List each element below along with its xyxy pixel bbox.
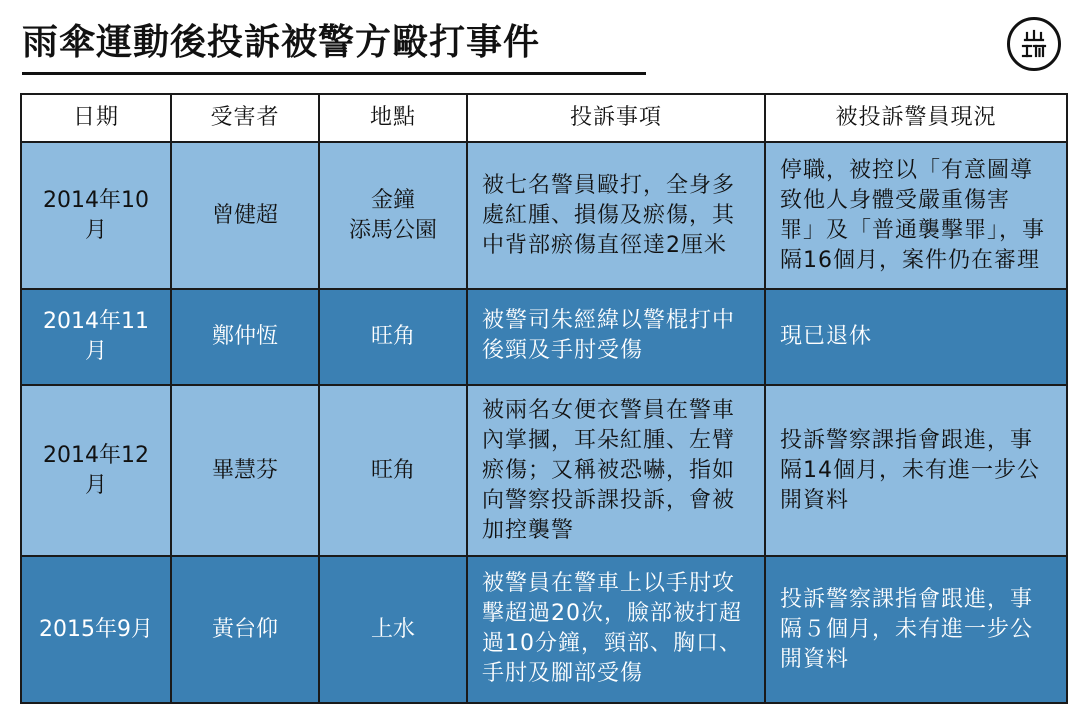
- status-line: 隔14個月，未有進一步公: [780, 457, 1040, 483]
- status-line: 罪」及「普通襲擊罪」，事: [780, 217, 1046, 243]
- cell-status: [765, 142, 1067, 289]
- header-victim: 受害者: [171, 94, 319, 142]
- complaint-line: 被兩名女便衣警員在警車: [482, 398, 736, 423]
- cell-victim: 鄭仲恆: [171, 289, 319, 385]
- cell-location: 旺角: [319, 289, 467, 385]
- cell-location: [319, 142, 467, 289]
- cell-victim: 黃台仰: [171, 556, 319, 703]
- status-line: 開資料: [780, 646, 850, 672]
- cell-date: 2014年10月: [21, 142, 171, 289]
- cell-complaint: [467, 289, 765, 385]
- status-line: 投訴警察課指會跟進，事: [780, 427, 1034, 453]
- cell-complaint: [467, 142, 765, 289]
- logo-glyph: [1014, 24, 1054, 64]
- cell-victim: 畢慧芬: [171, 385, 319, 556]
- complaint-line: 瘀傷；又稱被恐嚇，指如: [482, 458, 736, 483]
- cell-date: 2014年11月: [21, 289, 171, 385]
- header-complaint: 投訴事項: [467, 94, 765, 142]
- complaint-line: 被警員在警車上以手肘攻: [482, 571, 736, 596]
- cell-status: [765, 289, 1067, 385]
- status-line: 致他人身體受嚴重傷害: [780, 187, 1011, 213]
- table-header-row: [21, 94, 1067, 142]
- complaints-table: [20, 93, 1068, 704]
- complaint-line: 後頸及手肘受傷: [482, 338, 644, 363]
- table-row: [21, 142, 1067, 289]
- cell-date: 2015年9月: [21, 556, 171, 703]
- header-date: 日期: [21, 94, 171, 142]
- cell-location: 上水: [319, 556, 467, 703]
- complaint-line: 被七名警員毆打，全身多: [482, 173, 736, 198]
- cell-victim: 曾健超: [171, 142, 319, 289]
- complaint-line: 被警司朱經緯以警棍打中: [482, 308, 736, 333]
- complaint-line: 內掌摑，耳朵紅腫、左臂: [482, 428, 736, 453]
- complaint-line: 向警察投訴課投訴，會被: [482, 488, 736, 513]
- complaint-line: 加控襲警: [482, 518, 575, 543]
- complaint-line: 擊超過20次，臉部被打超: [482, 601, 742, 626]
- table-row: [21, 289, 1067, 385]
- cell-location: 旺角: [319, 385, 467, 556]
- complaint-line: 手肘及腳部受傷: [482, 661, 644, 686]
- table-row: [21, 556, 1067, 703]
- table-row: [21, 385, 1067, 556]
- status-line: 隔５個月，未有進一步公: [780, 616, 1034, 642]
- cell-complaint: [467, 385, 765, 556]
- logo-icon: [1007, 17, 1061, 71]
- page-title: 雨傘運動後投訴被警方毆打事件: [22, 22, 541, 63]
- status-line: 停職，被控以「有意圖導: [780, 157, 1034, 183]
- header-location: 地點: [319, 94, 467, 142]
- complaint-line: 過10分鐘，頸部、胸口、: [482, 631, 742, 656]
- status-line: 開資料: [780, 487, 850, 513]
- status-line: 隔16個月，案件仍在審理: [780, 247, 1040, 273]
- title-underline: [22, 72, 646, 75]
- cell-date: 2014年12月: [21, 385, 171, 556]
- location-line: 添馬公園: [348, 217, 437, 243]
- cell-status: [765, 385, 1067, 556]
- location-line: 金鐘: [370, 187, 415, 213]
- status-line: 現已退休: [780, 324, 873, 349]
- complaint-line: 中背部瘀傷直徑達2厘米: [482, 233, 727, 258]
- cell-status: [765, 556, 1067, 703]
- status-line: 投訴警察課指會跟進，事: [780, 586, 1034, 612]
- header-status: 被投訴警員現況: [765, 94, 1067, 142]
- cell-complaint: [467, 556, 765, 703]
- complaint-line: 處紅腫、損傷及瘀傷，其: [482, 203, 736, 228]
